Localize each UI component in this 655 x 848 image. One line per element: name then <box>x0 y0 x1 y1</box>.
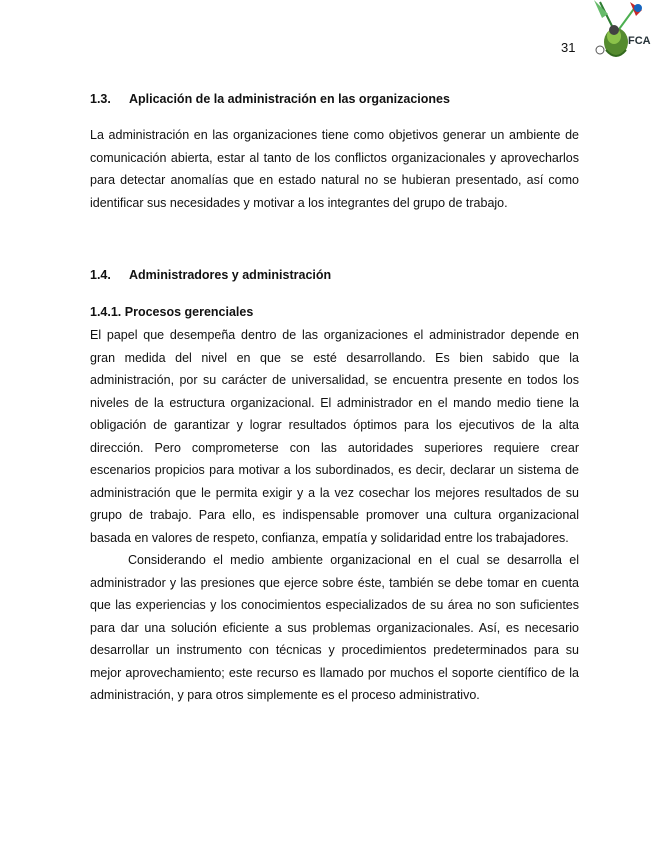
section-heading <box>90 268 579 282</box>
logo-text: FCA <box>628 35 651 47</box>
section-1-4-1-body <box>90 324 579 707</box>
university-mascot-logo <box>586 0 652 64</box>
paragraph: La administración en las organizaciones tiene como objetivos generar un ambiente de comunicación abierta, estar al tanto de los conflictos organizacionales y aprovecharlos para detectar anomalías que en estado natural no se hubieran presentado, así como identificar sus necesidades y motivar a los integrantes del grupo de trabajo. <box>90 128 579 210</box>
section-title: Aplicación de la administración en las organizaciones <box>129 92 450 106</box>
subsection-title: 1.4.1. Procesos gerenciales <box>90 305 254 319</box>
paragraph: El papel que desempeña dentro de las organizaciones el administrador depende en gran medida del nivel en que se esté desarrollando. Es bien sabido que la administración, por su carácter de universalidad, se encuentra presente en todos los niveles de la estructura organizacional. El administrador en el mando medio tiene la obligación de garantizar y lograr resultados óptimos para los ejecutivos de la alta dirección. Pero comprometerse con las autoridades superiores requiere crear escenarios propicios para motivar a los subordinados, es decir, declarar un sistema de administración que le permita exigir y a la vez cosechar los mejores resultados de su grupo de trabajo. Para ello, es indispensable promover una cultura organizacional basada en valores de respeto, confianza, empatía y solidaridad entre los trabajadores. <box>90 328 579 545</box>
page-number: 31 <box>561 40 576 55</box>
section-1-3 <box>90 92 579 106</box>
section-title: Administradores y administración <box>129 268 332 282</box>
section-1-3-body <box>90 124 579 214</box>
section-number: 1.3. <box>90 92 111 106</box>
section-1-4-1 <box>90 305 579 319</box>
section-1-4 <box>90 268 579 282</box>
paragraph: Considerando el medio ambiente organizacional en el cual se desarrolla el administrador y las presiones que ejerce sobre éste, también se debe tomar en cuenta que las experiencias y los conocimientos especializados de su área no son suficientes para dar una solución eficiente a sus problemas organizacionales. Así, es necesario desarrollar un instrumento con técnicas y procedimientos predeterminados para su mejor aprovechamiento; este recurso es llamado por muchos el soporte científico de la administración, y para otros simplemente es el proceso administrativo. <box>90 553 579 702</box>
section-heading <box>90 92 579 106</box>
section-number: 1.4. <box>90 268 111 282</box>
